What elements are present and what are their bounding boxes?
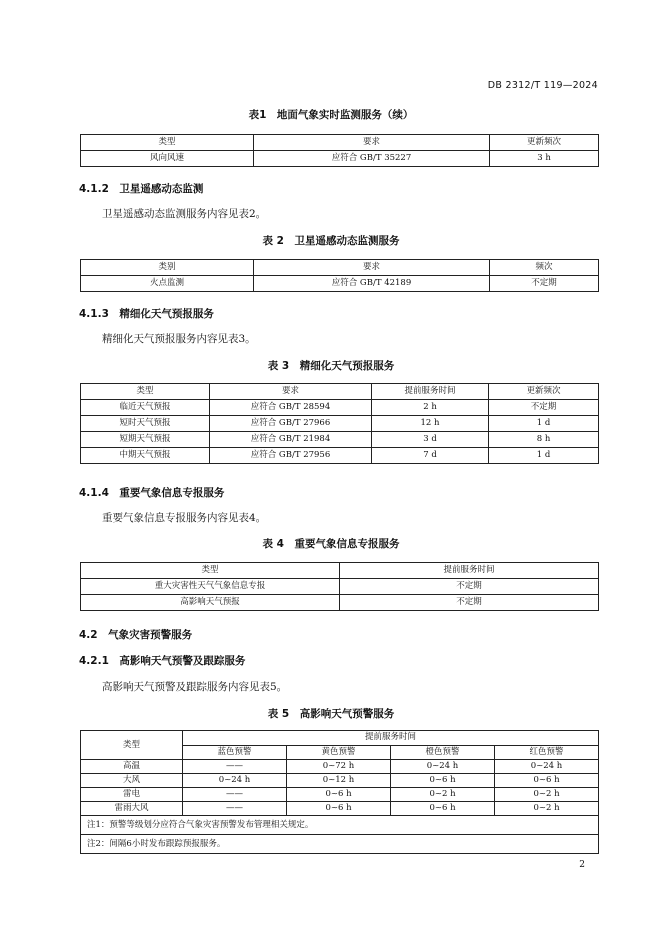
table-cell: 0~6 h <box>495 774 599 788</box>
table1 <box>80 134 599 167</box>
table-header-cell: 要求 <box>254 135 490 151</box>
table-row <box>81 276 599 292</box>
table-cell: 应符合 GB/T 27966 <box>210 416 372 432</box>
table-cell: 0~2 h <box>495 788 599 802</box>
table-row <box>81 579 599 595</box>
table3 <box>80 383 599 464</box>
table-header-cell: 频次 <box>490 260 599 276</box>
table-row <box>81 416 599 432</box>
table5-caption: 表 5 高影响天气预警服务 <box>267 708 395 720</box>
section-4-2-1-heading: 4.2.1 高影响天气预警及跟踪服务 <box>79 655 246 667</box>
yellow-warning-header: 黄色预警 <box>287 745 391 760</box>
table-cell: 0~12 h <box>287 774 391 788</box>
table-cell: 7 d <box>372 448 489 464</box>
table-header-row <box>81 731 599 746</box>
table-note: 注1：预警等级划分应符合气象灾害预警发布管理相关规定。 <box>81 816 599 835</box>
table-cell: 短期天气预报 <box>81 432 210 448</box>
table-cell: 不定期 <box>490 276 599 292</box>
table-cell: 应符合 GB/T 21984 <box>210 432 372 448</box>
section-4-1-3-text: 精细化天气预报服务内容见表3。 <box>102 333 256 345</box>
table-row <box>81 448 599 464</box>
table-cell: 3 d <box>372 432 489 448</box>
table-row <box>81 774 599 788</box>
table-cell: 高影响天气预报 <box>81 595 340 611</box>
orange-warning-header: 橙色预警 <box>391 745 495 760</box>
table-cell: 1 d <box>489 448 599 464</box>
table-cell: 0~6 h <box>391 802 495 816</box>
page-number: 2 <box>579 860 585 870</box>
table-row <box>81 595 599 611</box>
table-cell: 0~2 h <box>391 788 495 802</box>
table-cell: 中期天气预报 <box>81 448 210 464</box>
table-cell: 不定期 <box>489 400 599 416</box>
table-header-cell: 要求 <box>210 384 372 400</box>
table-cell: 3 h <box>490 151 599 167</box>
table-header-row <box>81 563 599 579</box>
table-cell: —— <box>183 802 287 816</box>
table-cell: —— <box>183 788 287 802</box>
table-row <box>81 400 599 416</box>
table-row <box>81 802 599 816</box>
table-cell: 0~72 h <box>287 760 391 774</box>
table2 <box>80 259 599 292</box>
table-cell: 不定期 <box>340 579 599 595</box>
table-cell: 应符合 GB/T 42189 <box>254 276 490 292</box>
section-4-1-4-text: 重要气象信息专报服务内容见表4。 <box>102 512 267 524</box>
table5 <box>80 730 599 854</box>
section-4-1-4-heading: 4.1.4 重要气象信息专报服务 <box>79 487 225 499</box>
table-note-row <box>81 816 599 835</box>
table-cell: 应符合 GB/T 28594 <box>210 400 372 416</box>
table-cell: 1 d <box>489 416 599 432</box>
table-cell: 重大灾害性天气气象信息专报 <box>81 579 340 595</box>
table-header-cell: 提前服务时间 <box>340 563 599 579</box>
table-row <box>81 432 599 448</box>
table-cell: 8 h <box>489 432 599 448</box>
section-4-2-heading: 4.2 气象灾害预警服务 <box>79 629 193 641</box>
table-note: 注2：间隔6小时发布跟踪预报服务。 <box>81 835 599 854</box>
table-cell: 0~6 h <box>391 774 495 788</box>
table-cell: 应符合 GB/T 35227 <box>254 151 490 167</box>
table-cell: 雷雨大风 <box>81 802 183 816</box>
table-cell: 应符合 GB/T 27956 <box>210 448 372 464</box>
table-note-row <box>81 835 599 854</box>
table-cell: 0~24 h <box>391 760 495 774</box>
table-row <box>81 760 599 774</box>
table-cell: 0~24 h <box>183 774 287 788</box>
table-header-cell: 类别 <box>81 260 254 276</box>
table-cell: 12 h <box>372 416 489 432</box>
table-cell: 不定期 <box>340 595 599 611</box>
table-cell: 0~6 h <box>287 802 391 816</box>
table-cell: 0~6 h <box>287 788 391 802</box>
section-4-1-2-text: 卫星遥感动态监测服务内容见表2。 <box>102 208 267 220</box>
table-cell: 短时天气预报 <box>81 416 210 432</box>
document-number: DB 2312/T 119—2024 <box>487 80 598 91</box>
table-cell: 风向风速 <box>81 151 254 167</box>
table4-caption: 表 4 重要气象信息专报服务 <box>262 538 400 550</box>
section-4-1-3-heading: 4.1.3 精细化天气预报服务 <box>79 308 214 320</box>
table-header-cell: 提前服务时间 <box>372 384 489 400</box>
section-4-1-2-heading: 4.1.2 卫星遥感动态监测 <box>79 183 204 195</box>
table-header-cell: 要求 <box>254 260 490 276</box>
table-header-row <box>81 260 599 276</box>
table3-caption: 表 3 精细化天气预报服务 <box>267 360 395 372</box>
table-cell: 0~24 h <box>495 760 599 774</box>
table-cell: 雷电 <box>81 788 183 802</box>
blue-warning-header: 蓝色预警 <box>183 745 287 760</box>
table2-caption: 表 2 卫星遥感动态监测服务 <box>262 235 400 247</box>
table-cell: 2 h <box>372 400 489 416</box>
table-cell: 火点监测 <box>81 276 254 292</box>
table-header-row <box>81 135 599 151</box>
table-header-row <box>81 384 599 400</box>
red-warning-header: 红色预警 <box>495 745 599 760</box>
table-cell: 临近天气预报 <box>81 400 210 416</box>
table-cell: 大风 <box>81 774 183 788</box>
table-header-cell: 类型 <box>81 563 340 579</box>
table-header-cell: 类型 <box>81 731 183 760</box>
table-header-group-cell: 提前服务时间 <box>183 731 599 746</box>
table-cell: 0~2 h <box>495 802 599 816</box>
table-cell: 高温 <box>81 760 183 774</box>
table-header-cell: 更新频次 <box>490 135 599 151</box>
table1-caption: 表1 地面气象实时监测服务（续） <box>248 109 414 121</box>
table-header-cell: 更新频次 <box>489 384 599 400</box>
section-4-2-1-text: 高影响天气预警及跟踪服务内容见表5。 <box>102 681 288 693</box>
table-header-cell: 类型 <box>81 384 210 400</box>
table-row <box>81 151 599 167</box>
table-row <box>81 788 599 802</box>
table-header-cell: 类型 <box>81 135 254 151</box>
table4 <box>80 562 599 611</box>
table-cell: —— <box>183 760 287 774</box>
